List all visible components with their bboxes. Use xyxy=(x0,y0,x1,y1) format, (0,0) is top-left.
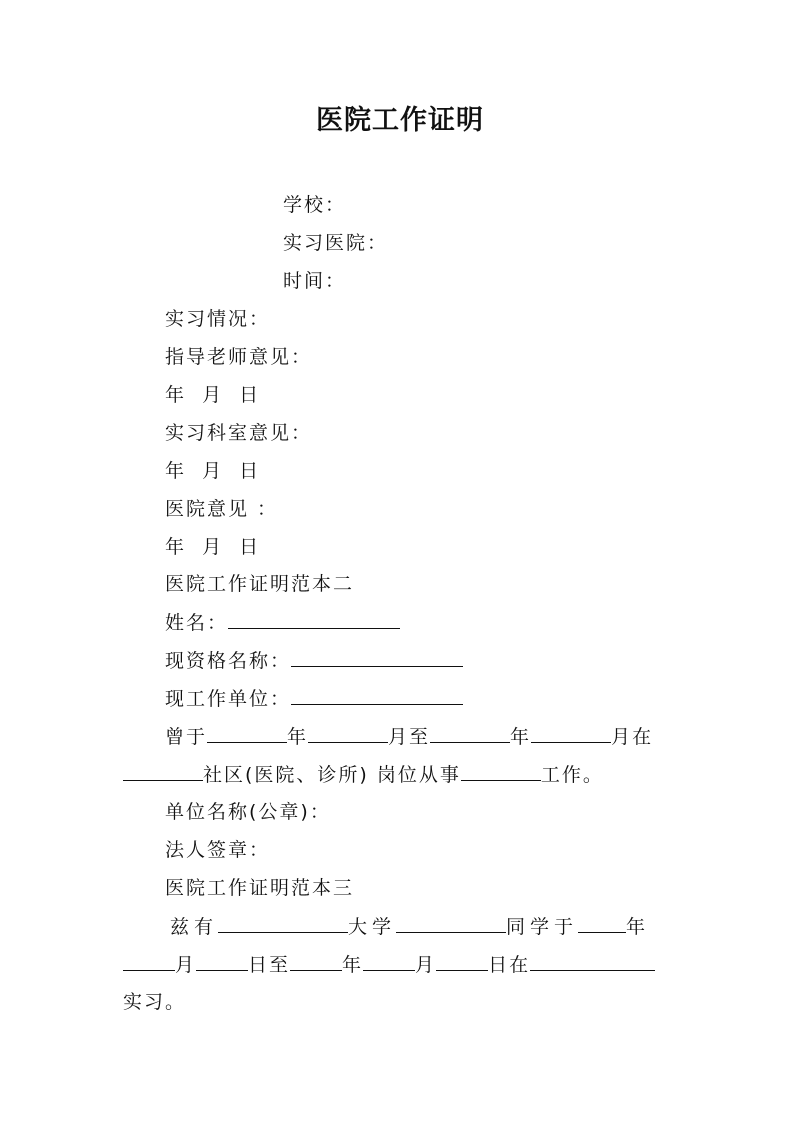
blank xyxy=(530,952,655,971)
blank xyxy=(123,952,175,971)
qualification-row xyxy=(165,648,463,673)
text-segment: 月在 xyxy=(611,726,654,748)
template3-heading: 医院工作证明范本三 xyxy=(165,877,355,899)
text-segment: 同学于 xyxy=(506,916,579,938)
blank xyxy=(461,762,541,781)
teacher-opinion-label: 指导老师意见： xyxy=(165,346,313,368)
blank xyxy=(290,952,342,971)
unit-name-label: 单位名称(公章)： xyxy=(165,801,331,823)
blank xyxy=(430,724,510,743)
date-line: 年 月 日 xyxy=(165,460,261,482)
text-segment: 月 xyxy=(415,954,437,976)
legal-sign-label: 法人签章： xyxy=(165,839,271,861)
blank xyxy=(531,724,611,743)
workplace-row xyxy=(165,686,463,711)
qualification-label: 现资格名称： xyxy=(165,650,292,672)
blank xyxy=(396,914,506,933)
date-line: 年 月 日 xyxy=(165,384,261,406)
name-label: 姓名： xyxy=(165,612,229,634)
qualification-blank xyxy=(291,648,463,667)
blank xyxy=(218,914,348,933)
blank xyxy=(123,762,203,781)
text-segment: 月 xyxy=(175,954,197,976)
hospital-opinion-label: 医院意见 ： xyxy=(165,498,279,520)
date-line: 年 月 日 xyxy=(165,536,261,558)
text-segment: 月至 xyxy=(388,726,431,748)
employment-position-row xyxy=(123,762,604,787)
student-row xyxy=(170,914,650,939)
name-blank xyxy=(228,610,400,629)
text-segment: 兹有 xyxy=(170,916,219,938)
text-segment: 工作。 xyxy=(540,764,604,786)
workplace-label: 现工作单位： xyxy=(165,688,292,710)
period-row xyxy=(123,952,655,977)
blank xyxy=(196,952,248,971)
template2-heading: 医院工作证明范本二 xyxy=(165,573,355,595)
text-segment: 年 xyxy=(626,916,651,938)
school-label: 学校： xyxy=(283,194,347,216)
blank xyxy=(363,952,415,971)
internship-end-text: 实习。 xyxy=(123,991,187,1013)
blank xyxy=(207,724,287,743)
blank xyxy=(308,724,388,743)
dept-opinion-label: 实习科室意见： xyxy=(165,422,313,444)
blank xyxy=(578,914,626,933)
text-segment: 大学 xyxy=(348,916,397,938)
name-row xyxy=(165,610,400,635)
text-segment: 年 xyxy=(342,954,364,976)
blank xyxy=(436,952,488,971)
text-segment: 年 xyxy=(510,726,532,748)
text-segment: 日至 xyxy=(248,954,291,976)
internship-label: 实习情况： xyxy=(165,308,271,330)
text-segment: 曾于 xyxy=(165,726,208,748)
page-title: 医院工作证明 xyxy=(316,105,484,136)
text-segment: 社区(医院、诊所) 岗位从事 xyxy=(203,764,461,786)
employment-period-row xyxy=(165,724,653,749)
hospital-label: 实习医院： xyxy=(283,232,389,254)
time-label: 时间： xyxy=(283,270,347,292)
text-segment: 年 xyxy=(287,726,309,748)
workplace-blank xyxy=(291,686,463,705)
text-segment: 日在 xyxy=(488,954,531,976)
